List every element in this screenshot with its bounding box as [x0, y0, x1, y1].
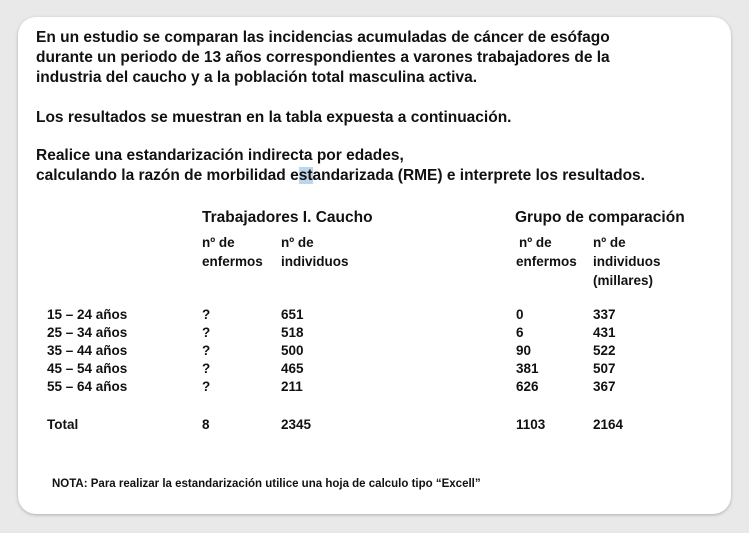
- g2-enfermos-cell: 6: [516, 325, 524, 340]
- task-text: [36, 146, 645, 186]
- task-line-2-start: calculando la razón de morbilidad e: [36, 167, 299, 184]
- footnote: NOTA: Para realizar la estandarización utilice una hoja de calculo tipo “Excell”: [52, 478, 481, 490]
- group2-col-individuos-header: [593, 233, 661, 290]
- header-line: individuos: [281, 254, 349, 269]
- header-line: nº de: [593, 235, 626, 250]
- task-line-1: Realice una estandarización indirecta por edades,: [36, 147, 404, 164]
- age-cell: 55 – 64 años: [47, 379, 128, 394]
- g1-enfermos-cell: ?: [202, 361, 211, 376]
- total-g2-individuos: 2164: [593, 417, 624, 432]
- g1-individuos-cell: 211: [281, 379, 303, 394]
- g1-enfermos-cell: ?: [202, 343, 211, 358]
- task-line-2-end: andarizada (RME) e interprete los resultados.: [312, 167, 645, 184]
- g2-enfermos-cell: 0: [516, 307, 524, 322]
- group1-col-individuos-header: [281, 233, 349, 271]
- header-line: enfermos: [202, 254, 263, 269]
- g2-individuos-cell: 522: [593, 343, 616, 358]
- g1-individuos-cell: 651: [281, 307, 304, 322]
- intro-line-1: En un estudio se comparan las incidencias acumuladas de cáncer de esófago: [36, 29, 610, 46]
- age-cell: 15 – 24 años: [47, 307, 128, 322]
- age-cell: 35 – 44 años: [47, 343, 128, 358]
- intro-line-3: industria del caucho y a la población total masculina activa.: [36, 69, 478, 86]
- g1-individuos-cell: 518: [281, 325, 304, 340]
- results-text: Los resultados se muestran en la tabla expuesta a continuación.: [36, 109, 512, 126]
- header-line: (millares): [593, 273, 654, 288]
- g1-enfermos-cell: ?: [202, 325, 211, 340]
- group1-col-enfermos-header: [202, 233, 263, 271]
- total-g1-individuos: 2345: [281, 417, 312, 432]
- g1-enfermos-cell: ?: [202, 379, 211, 394]
- header-line: enfermos: [516, 254, 577, 269]
- header-line: nº de: [281, 235, 314, 250]
- g2-enfermos-cell: 626: [516, 379, 539, 394]
- g2-individuos-cell: 507: [593, 361, 616, 376]
- task-line-2[interactable]: [36, 166, 645, 186]
- g1-individuos-cell: 465: [281, 361, 304, 376]
- group2-col-enfermos-header: [516, 233, 577, 271]
- group1-title: Trabajadores I. Caucho: [202, 209, 373, 226]
- g2-enfermos-cell: 90: [516, 343, 532, 358]
- age-cell: 25 – 34 años: [47, 325, 128, 340]
- intro-text: [36, 28, 610, 88]
- g1-enfermos-cell: ?: [202, 307, 211, 322]
- age-cell: 45 – 54 años: [47, 361, 128, 376]
- intro-line-2: durante un periodo de 13 años correspondientes a varones trabajadores de la: [36, 49, 610, 66]
- text-selection[interactable]: st: [298, 167, 313, 184]
- total-label: Total: [47, 417, 79, 432]
- total-g1-enfermos: 8: [202, 417, 210, 432]
- total-g2-enfermos: 1103: [516, 417, 546, 432]
- g2-individuos-cell: 367: [593, 379, 616, 394]
- g2-enfermos-cell: 381: [516, 361, 539, 376]
- g2-individuos-cell: 337: [593, 307, 616, 322]
- header-line: nº de: [202, 235, 235, 250]
- g1-individuos-cell: 500: [281, 343, 304, 358]
- header-line: nº de: [519, 235, 552, 250]
- header-line: individuos: [593, 254, 661, 269]
- group2-title: Grupo de comparación: [515, 209, 685, 226]
- g2-individuos-cell: 431: [593, 325, 616, 340]
